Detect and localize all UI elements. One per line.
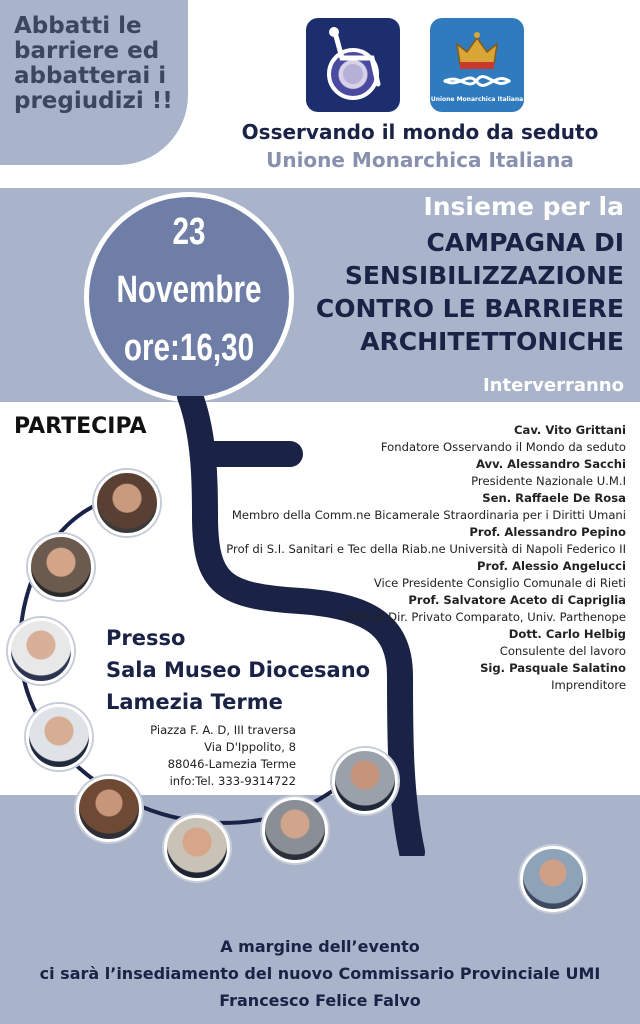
- wheelchair-logo: [306, 18, 400, 112]
- speaker-name: Prof. Salvatore Aceto di Capriglia: [408, 593, 626, 607]
- footer-line: Francesco Felice Falvo: [219, 991, 421, 1010]
- venue-block: [106, 622, 406, 718]
- contact-phone: info:Tel. 333-9314722: [169, 774, 296, 788]
- organization-line-1: Osservando il mondo da seduto: [241, 120, 599, 144]
- speaker-name: Sig. Pasquale Salatino: [480, 661, 626, 675]
- organization-line-2: Unione Monarchica Italiana: [266, 148, 574, 172]
- venue-name: Sala Museo Diocesano: [106, 658, 371, 682]
- speaker-photo: [520, 846, 586, 912]
- speaker-photo: [94, 470, 160, 536]
- insieme-heading: Insieme per la: [423, 192, 624, 221]
- speaker-photo: [28, 534, 94, 600]
- speaker-name: Avv. Alessandro Sacchi: [475, 457, 626, 471]
- date-day: 23: [172, 211, 206, 253]
- speaker-role: Ord. di Dir. Privato Comparato, Univ. Parthenope: [345, 610, 626, 624]
- address-line: Via D'Ippolito, 8: [204, 740, 296, 754]
- footer-line: ci sarà l’insediamento del nuovo Commissario Provinciale UMI: [39, 964, 601, 983]
- venue-presso: Presso: [106, 626, 186, 650]
- speaker-name: Prof. Alessandro Pepino: [469, 525, 626, 539]
- venue-address: [150, 722, 296, 790]
- wheelchair-icon: [306, 18, 400, 112]
- speaker-role: Prof di S.I. Sanitari e Tec della Riab.ne Università di Napoli Federico II: [226, 542, 626, 556]
- speaker-photo: [262, 797, 328, 863]
- venue-city: Lamezia Terme: [106, 690, 283, 714]
- date-time: ore:16,30: [123, 327, 255, 369]
- speaker-role: Imprenditore: [551, 678, 626, 692]
- partecipa-label: PARTECIPA: [14, 414, 147, 439]
- speaker-role: Vice Presidente Consiglio Comunale di Rieti: [373, 576, 626, 590]
- slogan-text: Abbatti le barriere ed abbatterai i pregiudizi !!: [14, 13, 173, 114]
- campaign-title: CAMPAGNA DI SENSIBILIZZAZIONE CONTRO LE BARRIERE ARCHITETTONICHE: [315, 228, 624, 356]
- logo-caption: Unione Monarchica Italiana: [430, 96, 524, 103]
- address-line: Piazza F. A. D, III traversa: [150, 723, 296, 737]
- speaker-photo: [332, 748, 398, 814]
- address-line: 88046-Lamezia Terme: [167, 757, 296, 771]
- date-month: Novembre: [116, 269, 262, 311]
- interverranno-label: Interverranno: [482, 375, 624, 396]
- speaker-name: Dott. Carlo Helbig: [508, 627, 626, 641]
- speaker-name: Sen. Raffaele De Rosa: [482, 491, 626, 505]
- footer-line: A margine dell’evento: [220, 937, 420, 956]
- speaker-name: Cav. Vito Grittani: [513, 423, 626, 437]
- speaker-role: Fondatore Osservando il Mondo da seduto: [380, 440, 626, 454]
- speaker-photo: [8, 618, 74, 684]
- speaker-name: Prof. Alessio Angelucci: [477, 559, 626, 573]
- footer-announcement: [0, 933, 640, 1014]
- speaker-photo: [76, 776, 142, 842]
- speaker-role: Membro della Comm.ne Bicamerale Straordinaria per i Diritti Umani: [231, 508, 626, 522]
- monarchy-logo: [430, 18, 524, 112]
- event-date: [107, 203, 271, 377]
- speaker-role: Consulente del lavoro: [499, 644, 626, 658]
- speaker-photo: [164, 815, 230, 881]
- speaker-photo: [26, 704, 92, 770]
- speaker-role: Presidente Nazionale U.M.I: [471, 474, 626, 488]
